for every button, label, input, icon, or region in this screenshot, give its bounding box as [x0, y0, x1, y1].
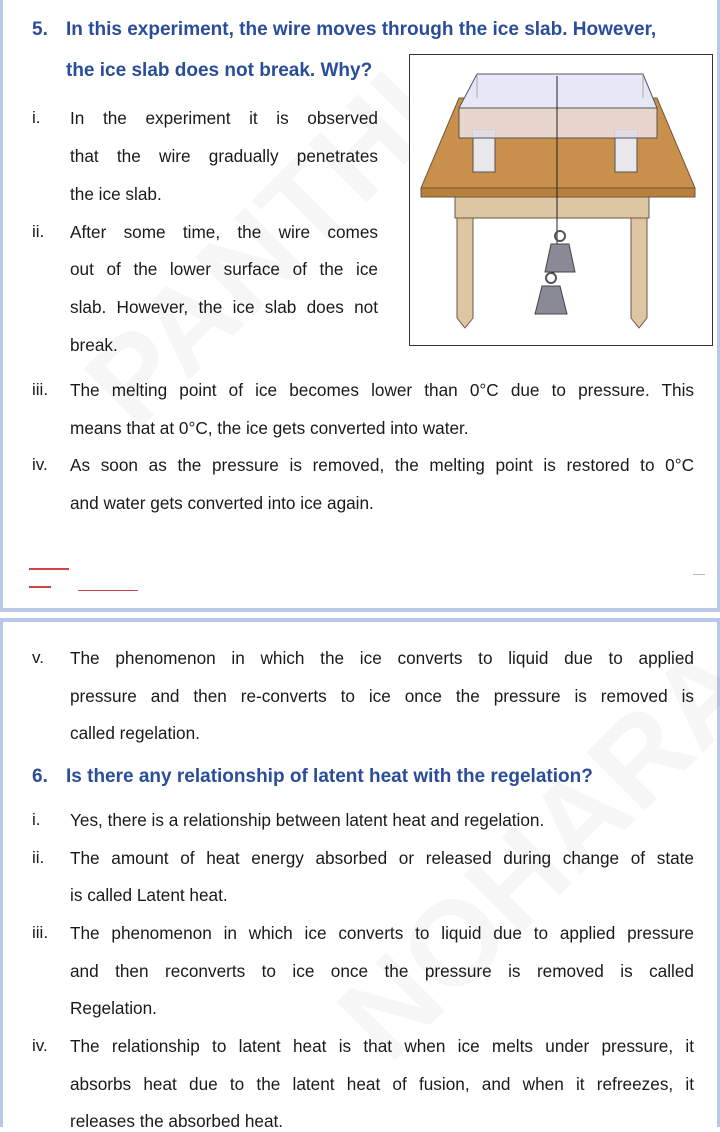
item-line: pressure and then re-converts to ice once the pressure is removed is	[70, 686, 694, 706]
item-line: slab. However, the ice slab does not	[70, 297, 378, 317]
item-number: ii.	[32, 222, 45, 241]
question-number: 5.	[32, 19, 48, 40]
item-line: Regelation.	[70, 998, 157, 1018]
item-line: The amount of heat energy absorbed or released during change of state	[70, 848, 694, 868]
item-number: ii.	[32, 848, 45, 867]
question-text-line2: the ice slab does not break. Why?	[66, 60, 373, 81]
item-line: releases the absorbed heat.	[70, 1111, 284, 1131]
item-line: out of the lower surface of the ice	[70, 259, 378, 279]
item-line: absorbs heat due to the latent heat of fusion, and when it refreezes, it	[70, 1074, 694, 1094]
item-number: iv.	[32, 1036, 48, 1055]
item-line: called regelation.	[70, 723, 200, 743]
scribble-mark	[693, 574, 705, 575]
item-number: iii.	[32, 923, 49, 942]
item-line: that the wire gradually penetrates	[70, 146, 378, 166]
scribble-mark	[29, 568, 69, 570]
item-number: i.	[32, 810, 41, 829]
item-number: iii.	[32, 380, 49, 399]
item-line: break.	[70, 335, 118, 355]
question-number: 6.	[32, 766, 48, 787]
question-text-line1: Is there any relationship of latent heat with the regelation?	[66, 766, 593, 787]
item-line: The melting point of ice becomes lower than 0°C due to pressure. This	[70, 380, 694, 400]
regelation-apparatus-illustration	[409, 54, 713, 346]
page-section-2	[0, 618, 720, 1131]
item-line: and then reconverts to ice once the pressure is removed is called	[70, 961, 694, 981]
item-line: Yes, there is a relationship between latent heat and regelation.	[70, 810, 545, 830]
item-number: v.	[32, 648, 44, 667]
item-number: i.	[32, 108, 41, 127]
item-line: is called Latent heat.	[70, 885, 228, 905]
item-line: means that at 0°C, the ice gets converted into water.	[70, 418, 469, 438]
item-line: After some time, the wire comes	[70, 222, 378, 242]
ice-slab	[459, 74, 657, 138]
item-line: The phenomenon in which the ice converts to liquid due to applied	[70, 648, 694, 668]
scribble-mark	[78, 590, 138, 591]
scribble-mark	[29, 586, 51, 588]
item-line: In the experiment it is observed	[70, 108, 378, 128]
item-line: The phenomenon in which ice converts to liquid due to applied pressure	[70, 923, 694, 943]
item-number: iv.	[32, 455, 48, 474]
item-line: The relationship to latent heat is that when ice melts under pressure, it	[70, 1036, 694, 1056]
item-line: As soon as the pressure is removed, the melting point is restored to 0°C	[70, 455, 694, 475]
question-text-line1: In this experiment, the wire moves through the ice slab. However,	[66, 19, 657, 40]
item-line: the ice slab.	[70, 184, 162, 204]
item-line: and water gets converted into ice again.	[70, 493, 374, 513]
